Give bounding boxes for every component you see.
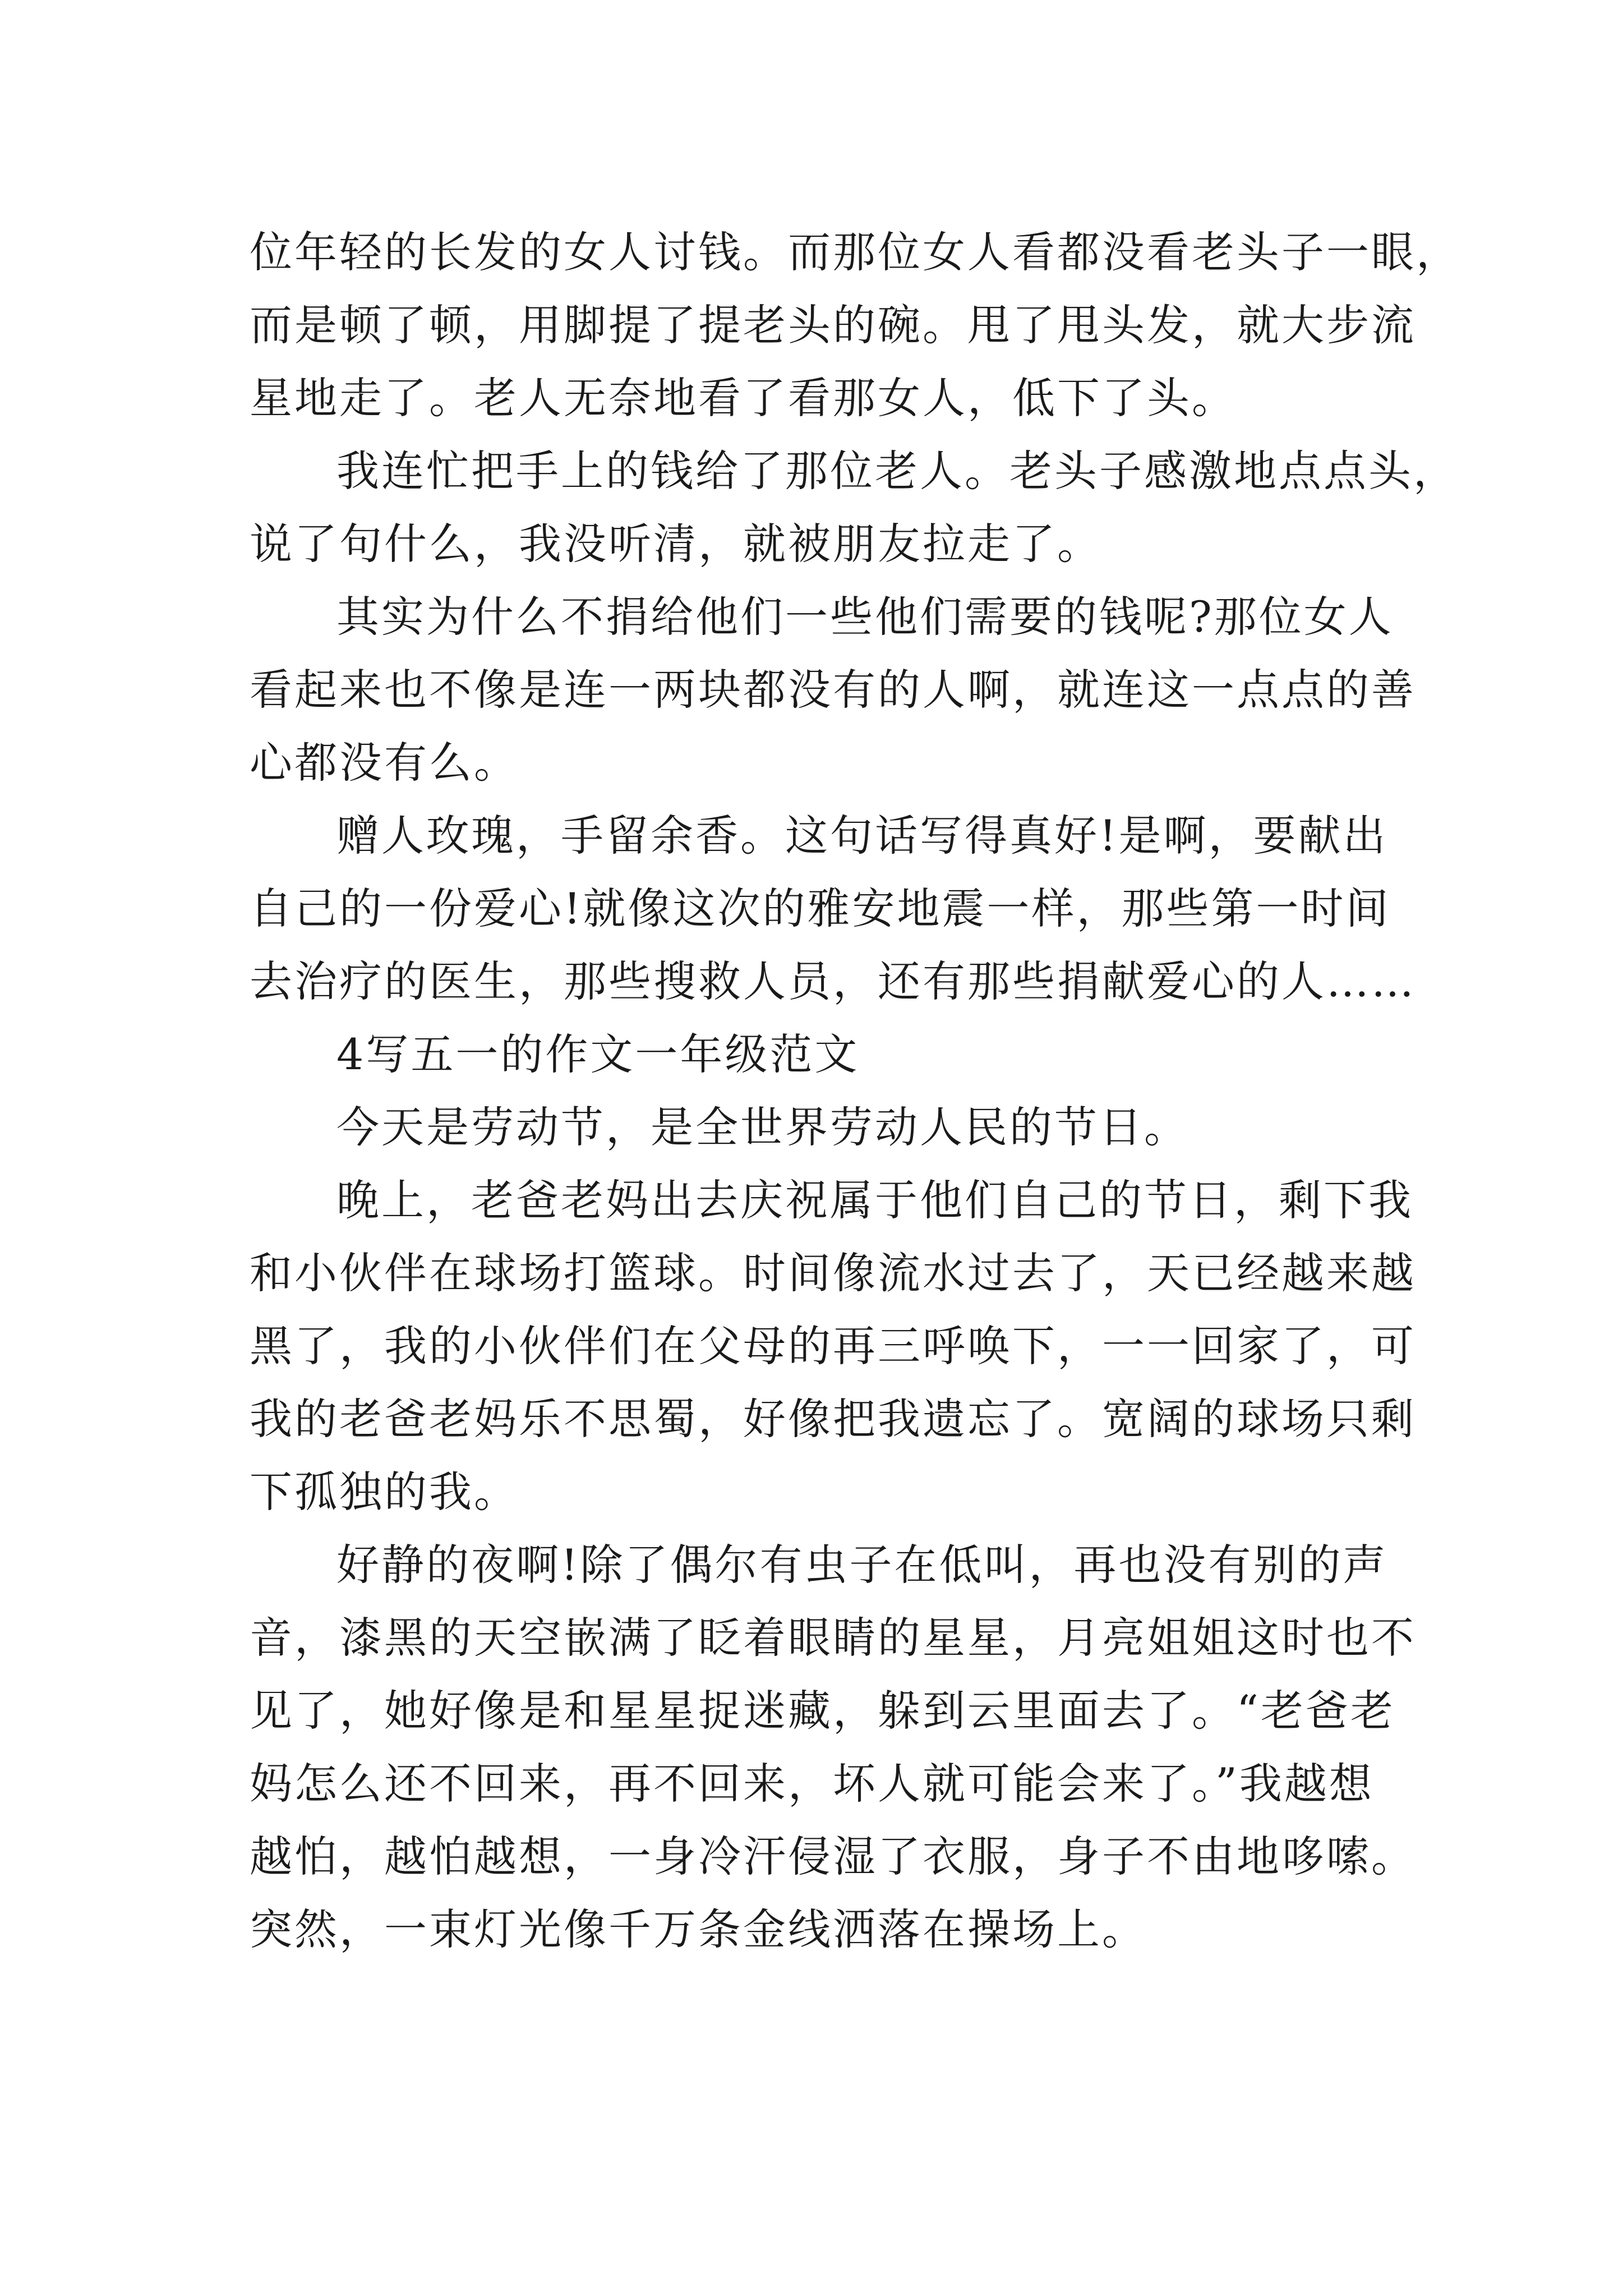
text-line-15: 和小伙伴在球场打篮球。时间像流水过去了，天已经越来越 bbox=[250, 1248, 1416, 1298]
text-line-16: 黑了，我的小伙伴们在父母的再三呼唤下，一一回家了，可 bbox=[250, 1321, 1416, 1371]
text-line-20: 音，漆黑的天空嵌满了眨着眼睛的星星，月亮姐姐这时也不 bbox=[250, 1613, 1416, 1663]
text-line-6: 其实为什么不捐给他们一些他们需要的钱呢?那位女人 bbox=[336, 592, 1394, 642]
text-line-3: 星地走了。老人无奈地看了看那女人，低下了头。 bbox=[250, 373, 1237, 423]
text-line-18: 下孤独的我。 bbox=[250, 1467, 519, 1517]
text-line-2: 而是顿了顿，用脚提了提老头的碗。甩了甩头发，就大步流 bbox=[250, 300, 1416, 350]
section-heading: 4写五一的作文一年级范文 bbox=[336, 1029, 860, 1079]
text-line-11: 去治疗的医生，那些搜救人员，还有那些捐献爱心的人…… bbox=[250, 956, 1416, 1006]
text-line-23: 越怕，越怕越想，一身冷汗侵湿了衣服，身子不由地哆嗦。 bbox=[250, 1832, 1416, 1881]
text-line-9: 赠人玫瑰，手留余香。这句话写得真好!是啊，要献出 bbox=[336, 811, 1388, 861]
text-line-7: 看起来也不像是连一两块都没有的人啊，就连这一点点的善 bbox=[250, 665, 1416, 715]
text-line-24: 突然，一束灯光像千万条金线洒落在操场上。 bbox=[250, 1904, 1147, 1954]
text-line-17: 我的老爸老妈乐不思蜀，好像把我遗忘了。宽阔的球场只剩 bbox=[250, 1394, 1416, 1444]
text-line-10: 自己的一份爱心!就像这次的雅安地震一样，那些第一时间 bbox=[250, 884, 1391, 933]
text-line-5: 说了句什么，我没听清，就被朋友拉走了。 bbox=[250, 519, 1102, 569]
text-line-21: 见了，她好像是和星星捉迷藏，躲到云里面去了。“老爸老 bbox=[250, 1686, 1395, 1736]
text-line-13: 今天是劳动节，是全世界劳动人民的节日。 bbox=[336, 1102, 1189, 1152]
text-line-22: 妈怎么还不回来，再不回来，坏人就可能会来了。”我越想 bbox=[250, 1759, 1374, 1809]
text-line-19: 好静的夜啊!除了偶尔有虫子在低叫，再也没有别的声 bbox=[336, 1540, 1388, 1590]
text-line-1: 位年轻的长发的女人讨钱。而那位女人看都没看老头子一眼， bbox=[250, 227, 1461, 277]
text-line-8: 心都没有么。 bbox=[250, 738, 519, 788]
text-line-14: 晚上，老爸老妈出去庆祝属于他们自己的节日，剩下我 bbox=[336, 1175, 1413, 1225]
text-line-4: 我连忙把手上的钱给了那位老人。老头子感激地点点头， bbox=[336, 446, 1458, 496]
